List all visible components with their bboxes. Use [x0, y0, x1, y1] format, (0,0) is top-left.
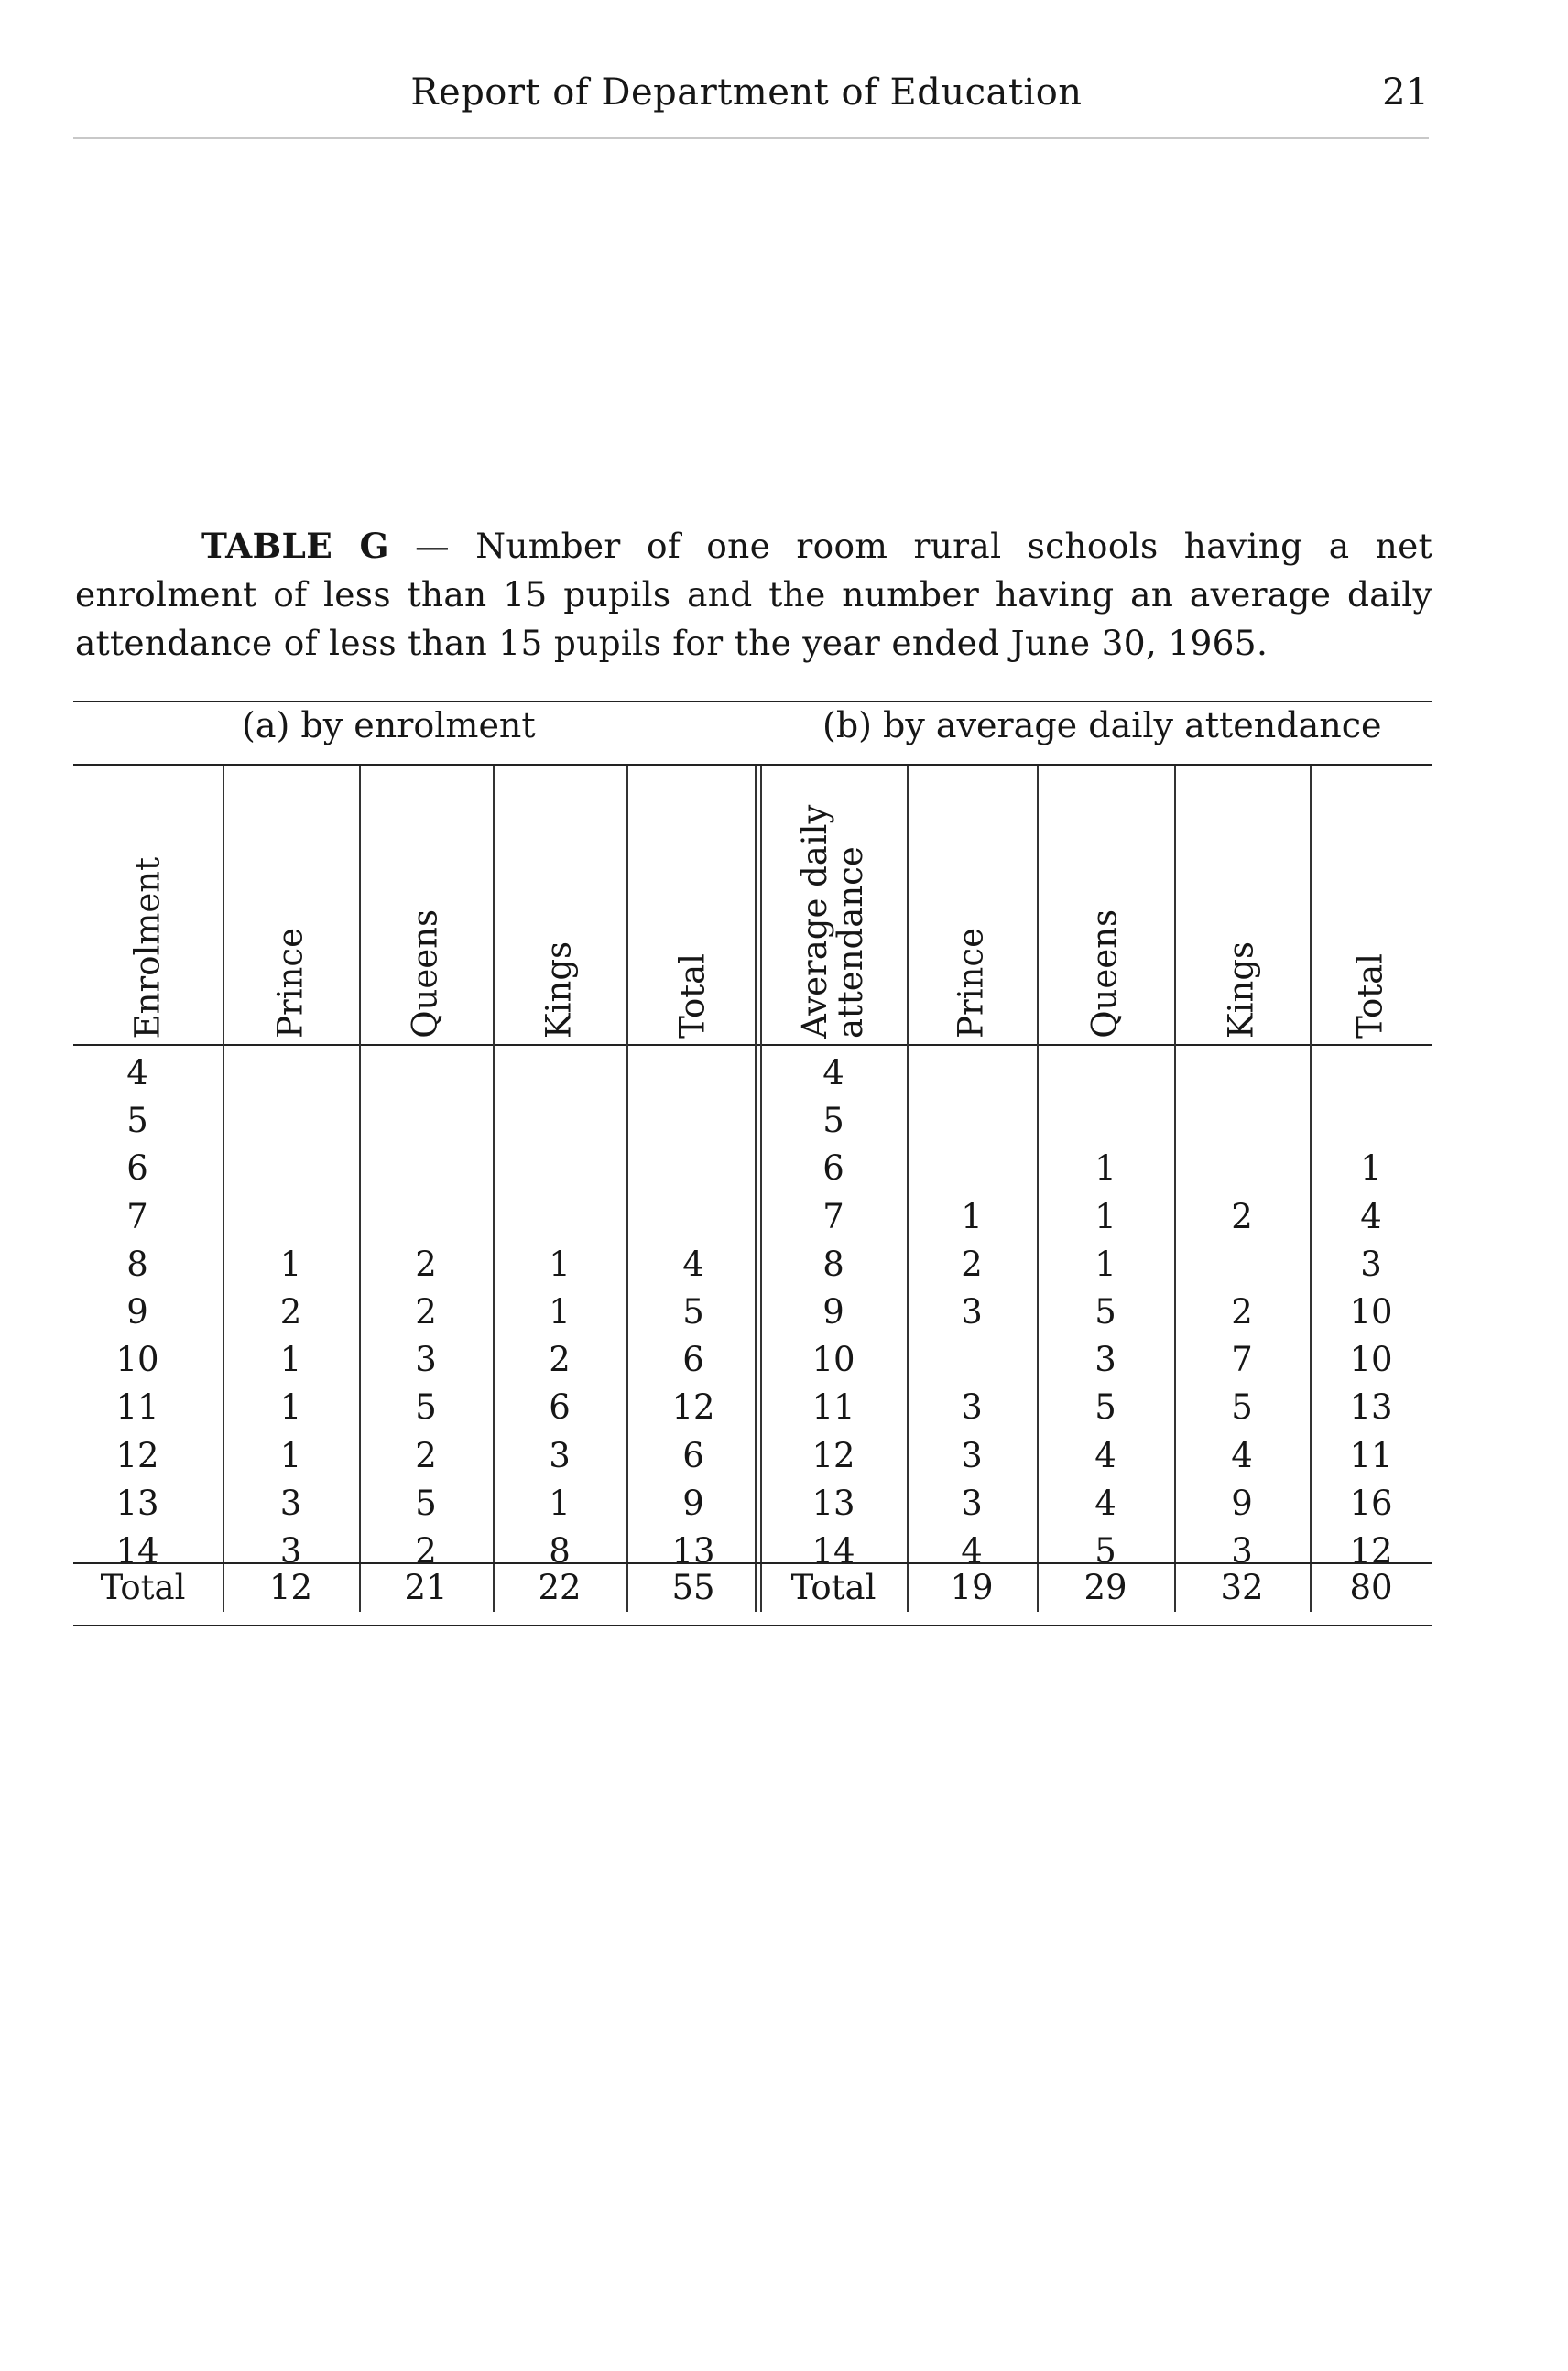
table-cell: 13	[1349, 1387, 1393, 1428]
column-header-prince	[223, 766, 359, 1044]
table-total-cell: 12	[268, 1568, 313, 1607]
table-cell: 12	[1349, 1531, 1393, 1571]
table-cell: 4	[126, 1053, 148, 1093]
table-cell	[626, 1097, 760, 1145]
table-cell: 1	[549, 1292, 571, 1332]
group-heading-enrolment: (a) by enrolment	[242, 705, 536, 745]
table-cell	[1174, 1097, 1310, 1145]
table-cell	[1310, 1097, 1432, 1145]
column-header-queens	[359, 766, 493, 1044]
table-cell: 3	[1094, 1340, 1116, 1380]
table-cell	[907, 1097, 1037, 1145]
table-cell: 1	[549, 1244, 571, 1284]
caption-text: — Number of one room rural schools having a net enrolment of less than 15 pupils and the number having an average daily attendance of less than 15 pupils for the year ended June 30, 1965.	[75, 526, 1432, 663]
column-header-label: Queens	[405, 909, 445, 1039]
column-header-kings-b	[1174, 766, 1310, 1044]
table-cell: 11	[1349, 1435, 1393, 1475]
table-cell	[1174, 1145, 1310, 1192]
column-header-kings	[493, 766, 626, 1044]
column-header-label: Kings	[1221, 941, 1261, 1039]
table-cell: 2	[1231, 1292, 1253, 1332]
column-header-enrolment	[73, 766, 223, 1044]
table-cell: 6	[822, 1148, 844, 1189]
table-cell: 3	[279, 1483, 302, 1523]
table-cell	[493, 1097, 626, 1145]
table-cell: 3	[961, 1483, 983, 1523]
column-header-avg-attendance	[760, 766, 907, 1044]
table-cell: 13	[671, 1531, 715, 1571]
table-cell: 1	[549, 1483, 571, 1523]
table-total-cell: Total	[790, 1568, 877, 1607]
page-header	[64, 71, 1429, 126]
table-total-cell: 22	[538, 1568, 582, 1607]
table-cell	[359, 1050, 493, 1097]
table-cell	[359, 1193, 493, 1241]
table-cell: 8	[549, 1531, 571, 1571]
table-cell	[223, 1193, 359, 1241]
table-cell	[626, 1145, 760, 1192]
table-bottom-rule	[73, 1625, 1432, 1626]
table-cell	[223, 1050, 359, 1097]
table-cell: 4	[1094, 1483, 1116, 1523]
table-cell	[1037, 1050, 1174, 1097]
table-cell	[493, 1050, 626, 1097]
table-cell: 6	[126, 1148, 148, 1189]
table-cell: 3	[279, 1531, 302, 1571]
table-cell: 1	[1360, 1148, 1382, 1189]
table-cell: 3	[415, 1340, 437, 1380]
table-cell: 2	[961, 1244, 983, 1284]
table-cell: 14	[115, 1531, 159, 1571]
table-cell: 4	[822, 1053, 844, 1093]
table-cell: 3	[549, 1435, 571, 1475]
table-total-cell: Total	[100, 1568, 186, 1607]
table-cell: 2	[415, 1292, 437, 1332]
column-header-label: Prince	[951, 928, 991, 1039]
table-cell: 2	[549, 1340, 571, 1380]
table-cell: 7	[822, 1196, 844, 1236]
table-cell: 5	[1231, 1387, 1253, 1428]
table-cell: 12	[115, 1435, 159, 1475]
table-cell: 1	[279, 1435, 302, 1475]
table-cell: 4	[1094, 1435, 1116, 1475]
table-cell: 4	[1360, 1196, 1382, 1236]
column-header-label: Queens	[1084, 909, 1125, 1039]
table-cell: 1	[1094, 1244, 1116, 1284]
header-bottom-rule	[73, 1044, 1432, 1046]
table-cell	[907, 1145, 1037, 1192]
column-header-label: Enrolment	[127, 856, 168, 1039]
header-rule	[73, 137, 1429, 139]
table-cell: 9	[822, 1292, 844, 1332]
table-cell: 3	[961, 1292, 983, 1332]
table-cell: 3	[1231, 1531, 1253, 1571]
table-total-cell: 32	[1220, 1568, 1264, 1607]
table-cell: 1	[1094, 1196, 1116, 1236]
table-cell	[359, 1097, 493, 1145]
table-cell: 2	[415, 1435, 437, 1475]
table-cell: 1	[1094, 1148, 1116, 1189]
table-total-cell: 29	[1083, 1568, 1127, 1607]
table-cell: 5	[1094, 1387, 1116, 1428]
table-cell: 1	[961, 1196, 983, 1236]
table-cell: 1	[279, 1244, 302, 1284]
table-total-cell: 80	[1349, 1568, 1393, 1607]
column-header-prince-b	[907, 766, 1037, 1044]
column-header-label: Total	[672, 953, 713, 1039]
table-cell: 4	[961, 1531, 983, 1571]
table-cell: 12	[671, 1387, 715, 1428]
table-cell: 7	[126, 1196, 148, 1236]
table-cell: 11	[811, 1387, 855, 1428]
table-cell	[493, 1145, 626, 1192]
table-cell	[1174, 1241, 1310, 1289]
table-cell: 5	[415, 1483, 437, 1523]
table-cell: 1	[279, 1340, 302, 1380]
column-header-queens-b	[1037, 766, 1174, 1044]
group-heading-attendance: (b) by average daily attendance	[822, 705, 1382, 745]
table-cell	[359, 1145, 493, 1192]
table-cell: 9	[1231, 1483, 1253, 1523]
table-cell: 5	[822, 1101, 844, 1141]
column-header-total-b	[1310, 766, 1432, 1044]
table-cell	[626, 1050, 760, 1097]
table-cell: 10	[811, 1340, 855, 1380]
table-cell: 16	[1349, 1483, 1393, 1523]
table-cell	[223, 1145, 359, 1192]
table-cell: 4	[1231, 1435, 1253, 1475]
table-cell: 10	[115, 1340, 159, 1380]
table-cell	[626, 1193, 760, 1241]
caption-label: TABLE G	[201, 526, 389, 566]
table-cell: 14	[811, 1531, 855, 1571]
page-number: 21	[1382, 71, 1429, 114]
table-cell: 9	[126, 1292, 148, 1332]
table-cell: 5	[1094, 1292, 1116, 1332]
column-header-label: Kings	[539, 941, 579, 1039]
table-top-rule	[73, 701, 1432, 702]
table-total-cell: 21	[404, 1568, 448, 1607]
table-cell: 7	[1231, 1340, 1253, 1380]
table-cell: 5	[415, 1387, 437, 1428]
table-cell	[907, 1336, 1037, 1384]
column-header-label: Total	[1350, 953, 1390, 1039]
table-cell: 2	[279, 1292, 302, 1332]
table-cell: 2	[415, 1244, 437, 1284]
table-cell: 9	[682, 1483, 704, 1523]
table-cell: 13	[811, 1483, 855, 1523]
table-cell: 3	[961, 1387, 983, 1428]
table-cell	[1037, 1097, 1174, 1145]
table-cell: 11	[115, 1387, 159, 1428]
table-cell	[223, 1097, 359, 1145]
table-total-cell: 19	[950, 1568, 994, 1607]
table-cell: 6	[682, 1340, 704, 1380]
column-header-total	[626, 766, 760, 1044]
table-cell	[493, 1193, 626, 1241]
table-cell: 8	[822, 1244, 844, 1284]
table-cell: 2	[1231, 1196, 1253, 1236]
table-cell	[1174, 1050, 1310, 1097]
table-cell: 13	[115, 1483, 159, 1523]
table-cell: 6	[549, 1387, 571, 1428]
column-header-label: Average daily attendance	[795, 804, 870, 1039]
table-cell: 6	[682, 1435, 704, 1475]
table-cell	[1310, 1050, 1432, 1097]
table-cell: 5	[682, 1292, 704, 1332]
table-cell: 3	[961, 1435, 983, 1475]
table-cell: 10	[1349, 1292, 1393, 1332]
table-total-cell: 55	[671, 1568, 715, 1607]
table-cell: 3	[1360, 1244, 1382, 1284]
table-cell: 4	[682, 1244, 704, 1284]
running-title: Report of Department of Education	[410, 71, 1083, 114]
table-cell: 2	[415, 1531, 437, 1571]
table-cell	[907, 1050, 1037, 1097]
table-cell: 5	[126, 1101, 148, 1141]
table-cell: 10	[1349, 1340, 1393, 1380]
table-cell: 1	[279, 1387, 302, 1428]
table-caption	[75, 522, 1432, 668]
table-cell: 5	[1094, 1531, 1116, 1571]
table-cell: 8	[126, 1244, 148, 1284]
column-header-label: Prince	[270, 928, 310, 1039]
table-cell: 12	[811, 1435, 855, 1475]
